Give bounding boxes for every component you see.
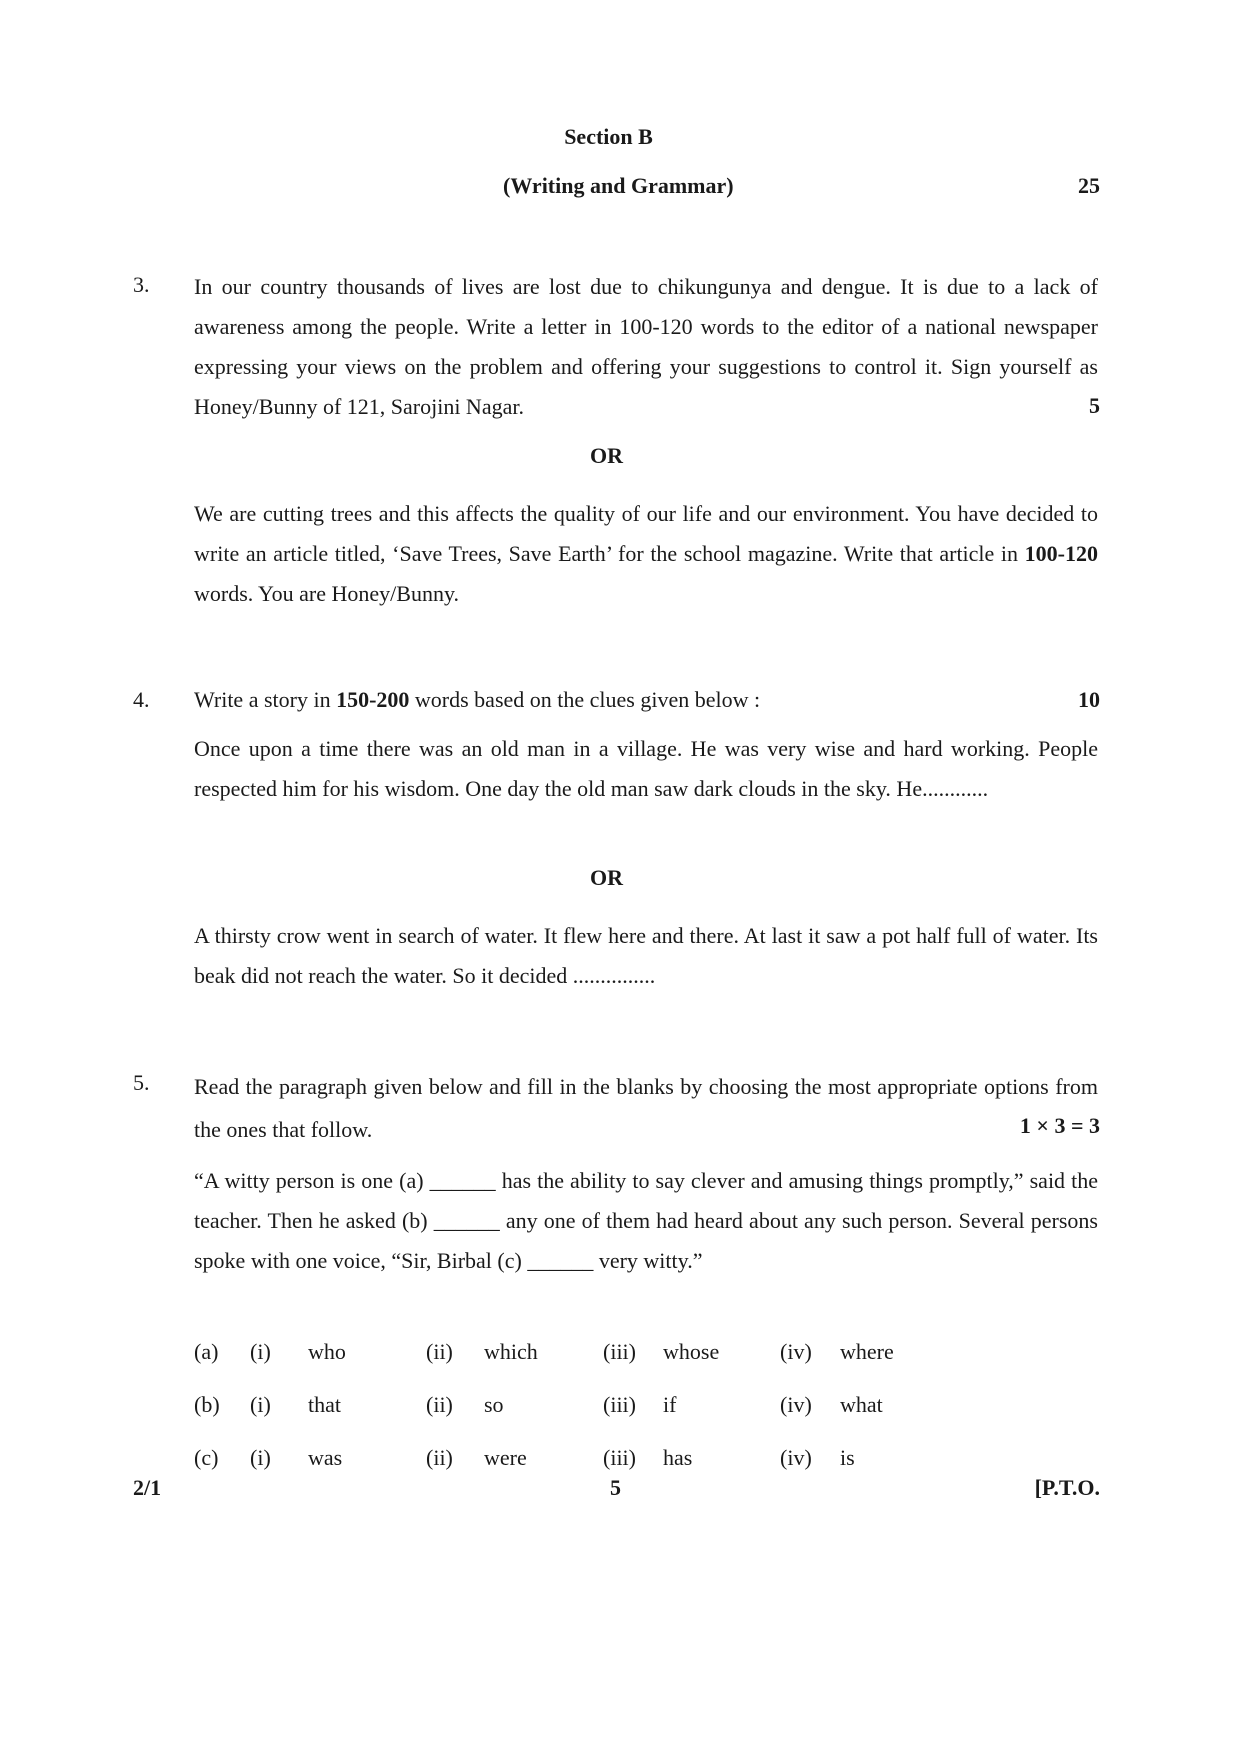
option-numeral: (iii) bbox=[603, 1392, 636, 1417]
q5-para-text-1: “A witty person is one (a) bbox=[194, 1168, 424, 1193]
option-numeral: (i) bbox=[250, 1445, 271, 1470]
option-numeral: (iv) bbox=[780, 1339, 812, 1364]
option-row-label: (a) bbox=[194, 1339, 219, 1364]
option-numeral: (i) bbox=[250, 1339, 271, 1364]
section-subtitle: (Writing and Grammar) bbox=[503, 173, 734, 198]
q5-para-text-4: very witty.” bbox=[598, 1248, 703, 1273]
section-title: Section B bbox=[564, 124, 653, 149]
option-numeral: (i) bbox=[250, 1392, 271, 1417]
q4-prompt-text-2: words based on the clues given below : bbox=[409, 687, 761, 712]
q5-blank-c: ______ bbox=[527, 1248, 594, 1273]
q5-blank-b: ______ bbox=[433, 1208, 500, 1233]
option-choice: what bbox=[840, 1392, 883, 1417]
footer-code: 2/1 bbox=[133, 1475, 162, 1500]
q5-para-text-3: any one of them had heard about any such person. Several persons spoke with one voice, “Sir, Birbal (c) bbox=[194, 1208, 1098, 1273]
option-choice: is bbox=[840, 1445, 855, 1470]
q3-or: OR bbox=[590, 443, 623, 468]
option-choice: if bbox=[663, 1392, 677, 1417]
option-choice: where bbox=[840, 1339, 894, 1364]
option-choice: were bbox=[484, 1445, 527, 1470]
q5-number: 5. bbox=[133, 1070, 150, 1095]
q5-marks: 1 × 3 = 3 bbox=[1019, 1113, 1100, 1138]
q4-word-count: 150-200 bbox=[336, 687, 410, 712]
option-numeral: (ii) bbox=[426, 1445, 453, 1470]
q4-prompt bbox=[194, 687, 760, 713]
option-choice: so bbox=[484, 1392, 504, 1417]
option-numeral: (iii) bbox=[603, 1339, 636, 1364]
q3-alt-text-1: We are cutting trees and this affects the quality of our life and our environment. You have decided to write an article titled, ‘Save Trees, Save Earth’ for the school magazine. Write that article in bbox=[194, 501, 1098, 566]
q4-marks: 10 bbox=[1078, 687, 1100, 712]
option-choice: whose bbox=[663, 1339, 720, 1364]
q3-alt-word-count: 100-120 bbox=[1024, 541, 1098, 566]
q3-number: 3. bbox=[133, 272, 150, 297]
option-row-label: (b) bbox=[194, 1392, 220, 1417]
q5-blank-a: ______ bbox=[429, 1168, 496, 1193]
footer-pto: [P.T.O. bbox=[1034, 1475, 1100, 1500]
option-numeral: (ii) bbox=[426, 1392, 453, 1417]
q5-para-text-2: has the ability to say clever and amusing things promptly,” said the teacher. Then he asked (b) bbox=[194, 1168, 1099, 1233]
q4-number: 4. bbox=[133, 687, 150, 712]
footer-page-number: 5 bbox=[610, 1475, 621, 1500]
q3-alternative bbox=[194, 494, 1098, 614]
option-numeral: (ii) bbox=[426, 1339, 453, 1364]
q5-paragraph bbox=[194, 1161, 1098, 1281]
q5-prompt: Read the paragraph given below and fill in the blanks by choosing the most appropriate options from the ones that follow. bbox=[194, 1074, 1098, 1142]
option-choice: who bbox=[308, 1339, 346, 1364]
q3-alt-text-2: words. You are Honey/Bunny. bbox=[194, 581, 460, 606]
option-row-label: (c) bbox=[194, 1445, 219, 1470]
option-choice: which bbox=[484, 1339, 538, 1364]
option-numeral: (iii) bbox=[603, 1445, 636, 1470]
option-choice: that bbox=[308, 1392, 341, 1417]
option-numeral: (iv) bbox=[780, 1392, 812, 1417]
q4-clue-1: Once upon a time there was an old man in a village. He was very wise and hard working. People respected him for his wisdom. One day the old man saw dark clouds in the sky. He............ bbox=[194, 736, 1098, 801]
q4-prompt-text-1: Write a story in bbox=[194, 687, 337, 712]
section-marks: 25 bbox=[1078, 173, 1100, 198]
q3-marks: 5 bbox=[1089, 393, 1100, 418]
q4-or: OR bbox=[590, 865, 623, 890]
q3-text: In our country thousands of lives are lost due to chikungunya and dengue. It is due to a lack of awareness among the people. Write a letter in 100-120 words to the editor of a national newspaper expressing your views on the problem and offering your suggestions to control it. Sign yourself as Honey/Bunny of 121, Sarojini Nagar. bbox=[194, 274, 1098, 419]
option-choice: was bbox=[308, 1445, 343, 1470]
option-numeral: (iv) bbox=[780, 1445, 812, 1470]
q4-clue-2: A thirsty crow went in search of water. It flew here and there. At last it saw a pot half full of water. Its beak did not reach the water. So it decided ............... bbox=[194, 923, 1098, 988]
option-choice: has bbox=[663, 1445, 693, 1470]
